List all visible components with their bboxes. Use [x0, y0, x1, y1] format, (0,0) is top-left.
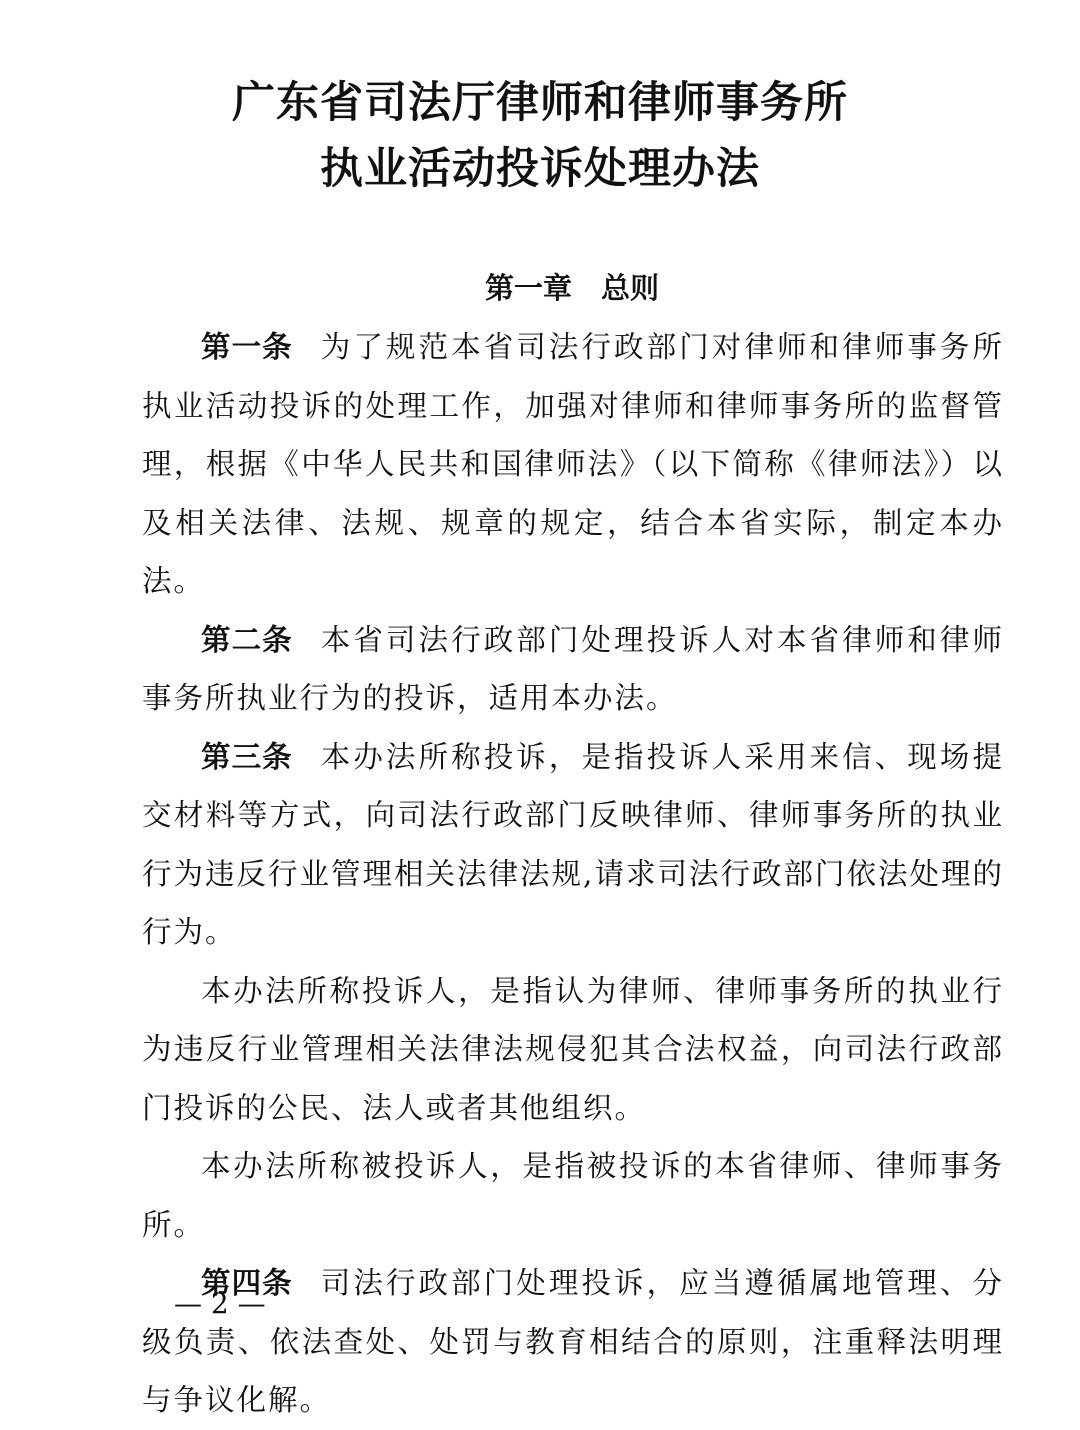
document-title-line2: 执业活动投诉处理办法 — [320, 144, 760, 194]
document-body — [142, 318, 1004, 1430]
article-4-text: 司法行政部门处理投诉，应当遵循属地管理、分级负责、依法查处、处罚与教育相结合的原则，注重释法明理与争议化解。 — [142, 1266, 1004, 1417]
article-1-text: 为了规范本省司法行政部门对律师和律师事务所执业活动投诉的处理工作，加强对律师和律师事务所的监督管理，根据《中华人民共和国律师法》（以下简称《律师法》）以及相关法律、法规、规章的规定，结合本省实际，制定本办法。 — [142, 330, 1004, 598]
article-3-paragraph-complainant: 本办法所称投诉人，是指认为律师、律师事务所的执业行为违反行业管理相关法律法规侵犯其合法权益，向司法行政部门投诉的公民、法人或者其他组织。 — [142, 973, 1004, 1125]
article-1 — [142, 318, 1004, 611]
article-3 — [142, 728, 1004, 962]
article-2-text: 本省司法行政部门处理投诉人对本省律师和律师事务所执业行为的投诉，适用本办法。 — [142, 622, 1004, 715]
article-4 — [142, 1254, 1004, 1430]
article-3-text: 本办法所称投诉，是指投诉人采用来信、现场提交材料等方式，向司法行政部门反映律师、律师事务所的执业行为违反行业管理相关法律法规,请求司法行政部门依法处理的行为。 — [142, 739, 1004, 949]
article-4-label: 第四条 — [201, 1266, 293, 1300]
document-title-line1: 广东省司法厅律师和律师事务所 — [232, 78, 848, 128]
article-3-label: 第三条 — [201, 739, 293, 774]
article-1-label: 第一条 — [201, 330, 293, 364]
article-2 — [142, 611, 1004, 728]
chapter-heading: 第一章 总则 — [484, 271, 659, 305]
article-3-paragraph-respondent: 本办法所称被投诉人，是指被投诉的本省律师、律师事务所。 — [142, 1149, 1004, 1242]
page-number: — 2 — — [174, 1287, 266, 1320]
article-2-label: 第二条 — [201, 622, 293, 657]
